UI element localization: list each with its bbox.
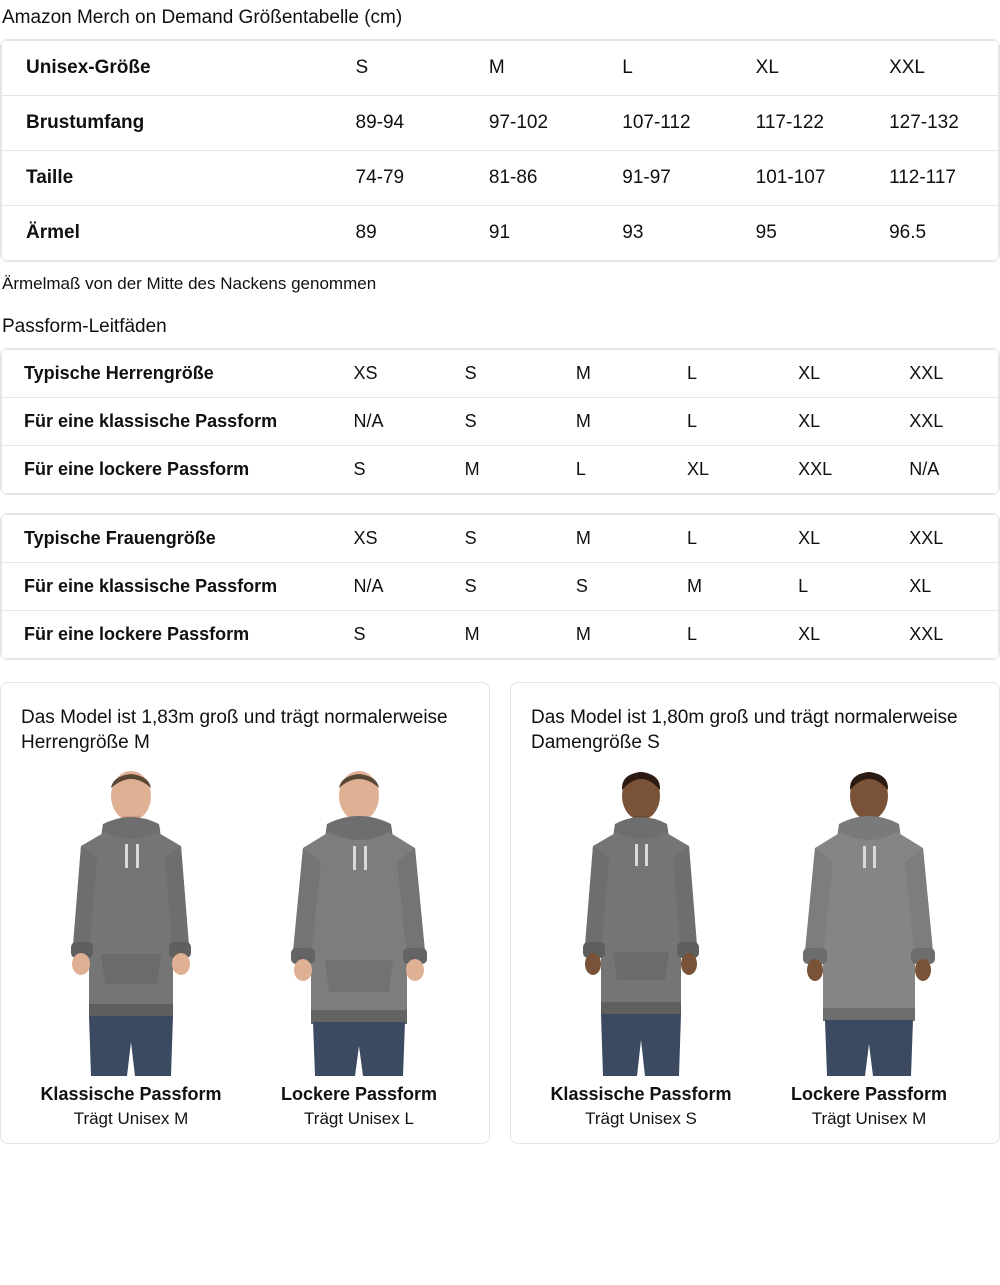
cell: L xyxy=(686,623,697,644)
figure-title: Klassische Passform xyxy=(550,1083,732,1104)
model-description: Das Model ist 1,83m groß und trägt normalerweise Herrengröße M xyxy=(21,706,448,754)
figure-subtitle: Trägt Unisex M xyxy=(811,1108,927,1128)
fit-guides-label: Passform-Leitfäden xyxy=(2,315,167,337)
cell: M xyxy=(464,458,480,479)
figure-subtitle: Trägt Unisex M xyxy=(73,1108,189,1128)
mens-fit-table-wrapper xyxy=(0,348,1000,495)
row-label: Für eine lockere Passform xyxy=(24,623,250,644)
row-label: Für eine lockere Passform xyxy=(24,458,250,479)
model-cards xyxy=(0,682,1000,1144)
cell: L xyxy=(665,397,776,445)
table-row xyxy=(2,205,999,260)
row-label: Unisex-Größe xyxy=(2,40,332,95)
table-row xyxy=(2,40,999,95)
row-label: Für eine klassische Passform xyxy=(2,562,332,610)
cell: M xyxy=(575,623,591,644)
cell: 117-122 xyxy=(732,95,865,150)
row-label: Ärmel xyxy=(26,221,80,243)
cell: M xyxy=(465,40,598,95)
row-label: Taille xyxy=(2,150,332,205)
model-card-female xyxy=(510,682,1000,1144)
figure-title: Lockere Passform xyxy=(280,1083,438,1104)
row-label: Brustumfang xyxy=(2,95,332,150)
cell: XL xyxy=(776,349,887,397)
figure-title: Klassische Passform xyxy=(40,1083,222,1104)
cell: 93 xyxy=(622,221,644,243)
row-label: Für eine klassische Passform xyxy=(2,397,332,445)
figure-row xyxy=(531,766,979,1129)
cell: XXL xyxy=(798,458,833,479)
cell: 112-117 xyxy=(865,150,998,205)
cell: 91 xyxy=(488,221,511,243)
unisex-size-table xyxy=(1,40,999,261)
cell: XS xyxy=(332,514,443,562)
cell: XL xyxy=(798,623,821,644)
cell: S xyxy=(443,349,554,397)
figure-subtitle: Trägt Unisex L xyxy=(304,1108,414,1128)
cell: N/A xyxy=(909,458,940,479)
row-label: Typische Herrengröße xyxy=(2,349,332,397)
cell: XXL xyxy=(909,623,944,644)
figure-female-relaxed xyxy=(759,766,979,1129)
cell: XL xyxy=(887,562,998,610)
male-classic-fit-illustration xyxy=(31,766,231,1076)
cell: N/A xyxy=(332,397,443,445)
cell: M xyxy=(665,562,776,610)
table-row xyxy=(2,150,999,205)
table-row xyxy=(2,349,999,397)
cell: M xyxy=(554,349,665,397)
cell: L xyxy=(776,562,887,610)
cell: 81-86 xyxy=(465,150,598,205)
mens-fit-table xyxy=(1,349,999,494)
figure-female-classic xyxy=(531,766,751,1129)
cell: S xyxy=(554,562,665,610)
figure-row xyxy=(21,766,469,1129)
table-row xyxy=(2,397,999,445)
unisex-size-table-wrapper xyxy=(0,39,1000,262)
cell: 95 xyxy=(755,221,777,243)
cell: M xyxy=(554,397,665,445)
cell: M xyxy=(464,623,480,644)
model-card-male xyxy=(0,682,490,1144)
cell: S xyxy=(353,623,366,644)
cell: XL xyxy=(686,458,709,479)
cell: S xyxy=(443,562,554,610)
table-row xyxy=(2,445,999,493)
womens-fit-table xyxy=(1,514,999,659)
male-relaxed-fit-illustration xyxy=(259,766,459,1076)
cell: 89-94 xyxy=(332,95,465,150)
cell: 97-102 xyxy=(465,95,598,150)
table-row xyxy=(2,95,999,150)
cell: S xyxy=(353,458,366,479)
cell: XL xyxy=(776,514,887,562)
cell: XS xyxy=(332,349,443,397)
cell: S xyxy=(443,514,554,562)
cell: XXL xyxy=(887,397,998,445)
cell: 107-112 xyxy=(598,95,731,150)
cell: N/A xyxy=(332,562,443,610)
female-classic-fit-illustration xyxy=(541,766,741,1076)
cell: XL xyxy=(776,397,887,445)
cell: 74-79 xyxy=(332,150,465,205)
figure-subtitle: Trägt Unisex S xyxy=(585,1108,697,1128)
figure-title: Lockere Passform xyxy=(790,1083,948,1104)
cell: XXL xyxy=(865,40,998,95)
cell: 101-107 xyxy=(732,150,865,205)
cell: XXL xyxy=(887,349,998,397)
female-relaxed-fit-illustration xyxy=(769,766,969,1076)
cell: L xyxy=(665,349,776,397)
row-label: Typische Frauengröße xyxy=(2,514,332,562)
page-title: Amazon Merch on Demand Größentabelle (cm) xyxy=(2,7,403,28)
cell: L xyxy=(665,514,776,562)
womens-fit-table-wrapper xyxy=(0,513,1000,660)
table-row xyxy=(2,562,999,610)
cell: S xyxy=(443,397,554,445)
cell: 96.5 xyxy=(889,221,927,243)
table-row xyxy=(2,514,999,562)
cell: S xyxy=(332,40,465,95)
cell: XL xyxy=(732,40,865,95)
table-row xyxy=(2,610,999,658)
model-description: Das Model ist 1,80m groß und trägt normalerweise Damengröße S xyxy=(531,706,958,754)
sleeve-measurement-note: Ärmelmaß von der Mitte des Nackens genommen xyxy=(2,273,377,293)
cell: M xyxy=(554,514,665,562)
cell: 89 xyxy=(355,221,377,243)
cell: L xyxy=(575,458,586,479)
cell: L xyxy=(598,40,731,95)
figure-male-relaxed xyxy=(249,766,469,1129)
cell: 91-97 xyxy=(598,150,731,205)
figure-male-classic xyxy=(21,766,241,1129)
cell: 127-132 xyxy=(865,95,998,150)
cell: XXL xyxy=(887,514,998,562)
